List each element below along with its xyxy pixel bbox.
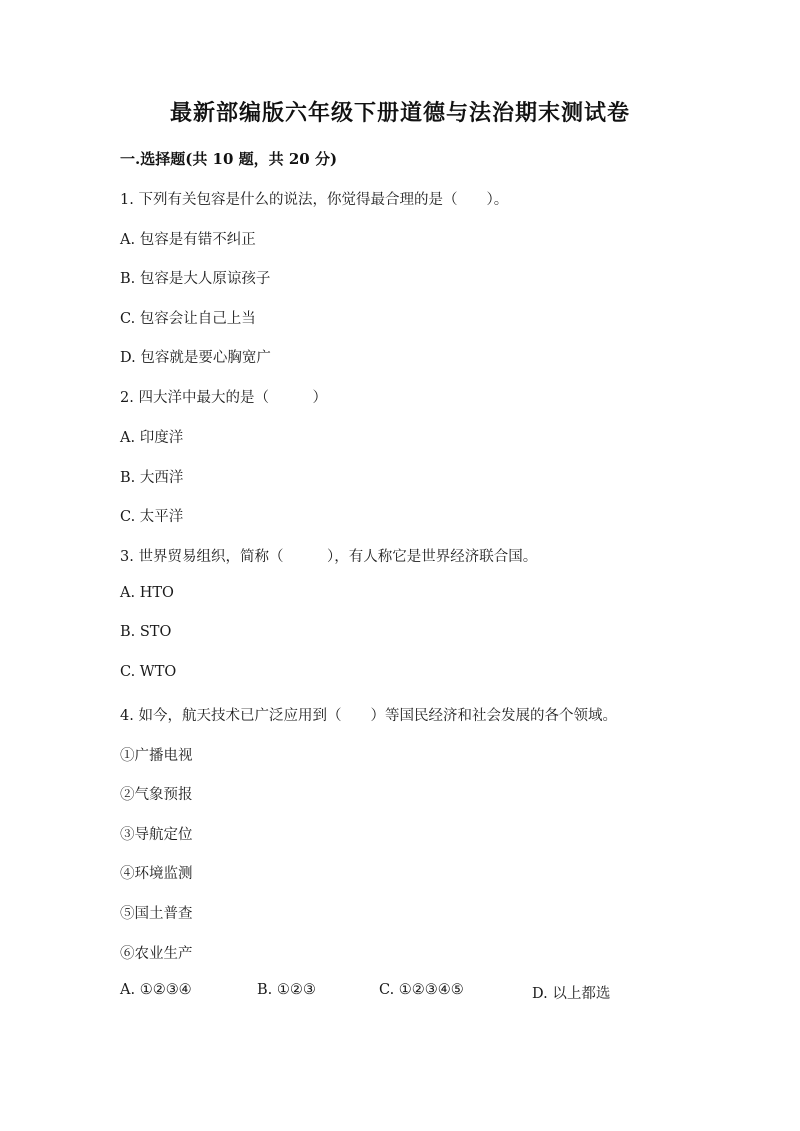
question-1-option-a: A. 包容是有错不纠正 xyxy=(120,232,256,248)
question-3-option-b: B. STO xyxy=(120,624,172,640)
question-4-option-d: D. 以上都选 xyxy=(532,986,611,1002)
question-1-option-b: B. 包容是大人原谅孩子 xyxy=(120,271,271,287)
question-4-option-a: A. ①②③④ xyxy=(120,982,192,998)
question-4-options xyxy=(120,982,680,1004)
question-2-option-a: A. 印度洋 xyxy=(120,430,184,446)
section-heading: 一.选择题(共 10 题，共 20 分) xyxy=(120,150,338,168)
question-4-item-2: ②气象预报 xyxy=(120,787,193,803)
question-4-item-1: ①广播电视 xyxy=(120,748,193,764)
question-4-option-c: C. ①②③④⑤ xyxy=(379,982,464,998)
question-1-option-d: D. 包容就是要心胸宽广 xyxy=(120,350,271,366)
question-1-stem: 1. 下列有关包容是什么的说法，你觉得最合理的是（ ）。 xyxy=(120,192,509,208)
question-3-option-a: A. HTO xyxy=(120,585,174,601)
question-4-stem: 4. 如今，航天技术已广泛应用到（ ）等国民经济和社会发展的各个领域。 xyxy=(120,708,617,724)
question-3-option-c: C. WTO xyxy=(120,664,177,680)
question-2-stem: 2. 四大洋中最大的是（ ） xyxy=(120,390,327,406)
exam-title: 最新部编版六年级下册道德与法治期末测试卷 xyxy=(169,100,630,126)
question-1-option-c: C. 包容会让自己上当 xyxy=(120,311,256,327)
question-4-item-4: ④环境监测 xyxy=(120,866,193,882)
question-2-option-b: B. 大西洋 xyxy=(120,470,184,486)
question-4-item-5: ⑤国土普查 xyxy=(120,906,193,922)
question-4-item-3: ③导航定位 xyxy=(120,827,193,843)
question-3-stem: 3. 世界贸易组织，简称（ ），有人称它是世界经济联合国。 xyxy=(120,549,538,565)
question-2-option-c: C. 太平洋 xyxy=(120,509,184,525)
question-4-item-6: ⑥农业生产 xyxy=(120,946,193,962)
question-4-option-b: B. ①②③ xyxy=(257,982,316,998)
